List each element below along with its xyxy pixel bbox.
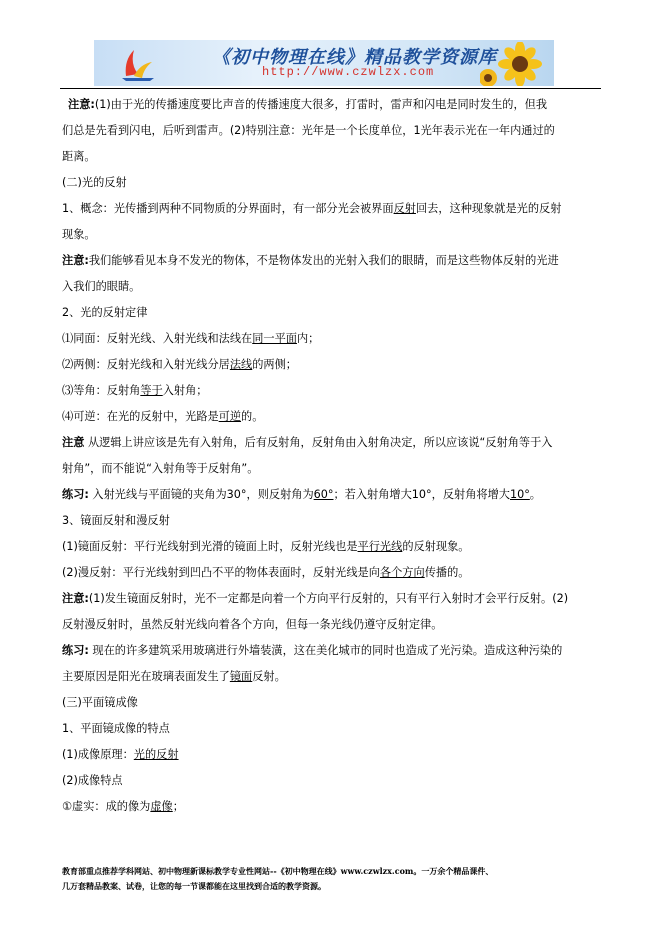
note-paragraph-1-line2: 们总是先看到闪电，后听到雷声。(2)特别注意：光年是一个长度单位，1光年表示光在一年内通过的 — [62, 124, 555, 137]
features-line: (2)成像特点 — [62, 774, 123, 787]
mirror-item-1: (1)镜面反射：平行光线射到光滑的镜面上时，反射光线也是平行光线的反射现象。 — [62, 540, 470, 553]
practice-2: 练习: 现在的许多建筑采用玻璃进行外墙装潢，这在美化城市的同时也造成了光污染。造成这种污染的 — [62, 644, 563, 657]
header-banner — [94, 40, 554, 86]
concept-paragraph: 1、概念：光传播到两种不同物质的分界面时，有一部分光会被界面反射回去，这种现象就是光的反射 — [62, 202, 562, 215]
practice-1: 练习: 入射光线与平面镜的夹角为30°，则反射角为60°；若入射角增大10°，反射角将增大10°。 — [62, 488, 541, 501]
note-paragraph-4: 注意:(1)发生镜面反射时，光不一定都是向着一个方向平行反射的，只有平行入射时才会平行反射。(2) — [62, 592, 569, 605]
footer-line-2: 几万套精品教案、试卷，让您的每一节课都能在这里找到合适的教学资源。 — [62, 881, 326, 891]
note-paragraph-1: 注意:(1)由于光的传播速度要比声音的传播速度大很多，打雷时，雷声和闪电是同时发生的，但我 — [68, 98, 548, 111]
note-paragraph-3: 注意 从逻辑上讲应该是先有入射角，后有反射角，反射角由入射角决定，所以应该说“反射角等于入 — [62, 436, 553, 449]
section-heading-reflection: (二)光的反射 — [62, 176, 127, 189]
page-footer — [62, 864, 602, 894]
practice-2-line2: 主要原因是阳光在玻璃表面发生了镜面反射。 — [62, 670, 286, 683]
concept-paragraph-line2: 现象。 — [62, 228, 96, 241]
note-paragraph-3-line2: 射角”，而不能说“入射角等于反射角”。 — [62, 462, 259, 475]
footer-line-1: 教育部重点推荐学科网站、初中物理新课标教学专业性网站--《初中物理在线》www.czwlzx.com。一万余个精品课件、 — [62, 866, 494, 876]
law-item-4: ⑷可逆：在光的反射中，光路是可逆的。 — [62, 410, 264, 423]
law-item-1: ⑴同面：反射光线、入射光线和法线在同一平面内； — [62, 332, 320, 345]
virtual-line: ①虚实：成的像为虚像； — [62, 800, 184, 813]
law-heading: 2、光的反射定律 — [62, 306, 148, 319]
principle-line: (1)成像原理：光的反射 — [62, 748, 179, 761]
section-heading-plane-mirror: (三)平面镜成像 — [62, 696, 138, 709]
document-body — [62, 92, 592, 820]
plane-heading: 1、平面镜成像的特点 — [62, 722, 170, 735]
mirror-item-2: (2)漫反射：平行光线射到凹凸不平的物体表面时，反射光线是向各个方向传播的。 — [62, 566, 470, 579]
mirror-heading: 3、镜面反射和漫反射 — [62, 514, 170, 527]
header-divider — [60, 88, 601, 89]
note-paragraph-4-line2: 反射漫反射时，虽然反射光线向着各个方向，但每一条光线仍遵守反射定律。 — [62, 618, 443, 631]
note-paragraph-1-line3: 距离。 — [62, 150, 96, 163]
law-item-2: ⑵两侧：反射光线和入射光线分居法线的两侧； — [62, 358, 297, 371]
site-logo — [120, 46, 156, 82]
banner-url[interactable]: http://www.czwlzx.com — [262, 65, 435, 79]
note-paragraph-2-line2: 入我们的眼睛。 — [62, 280, 141, 293]
note-paragraph-2: 注意:我们能够看见本身不发光的物体，不是物体发出的光射入我们的眼睛，而是这些物体反射的光进 — [62, 254, 559, 267]
banner-title: 《初中物理在线》精品教学资源库 — [212, 47, 497, 68]
sunflower-image — [480, 42, 550, 86]
law-item-3: ⑶等角：反射角等于入射角； — [62, 384, 208, 397]
